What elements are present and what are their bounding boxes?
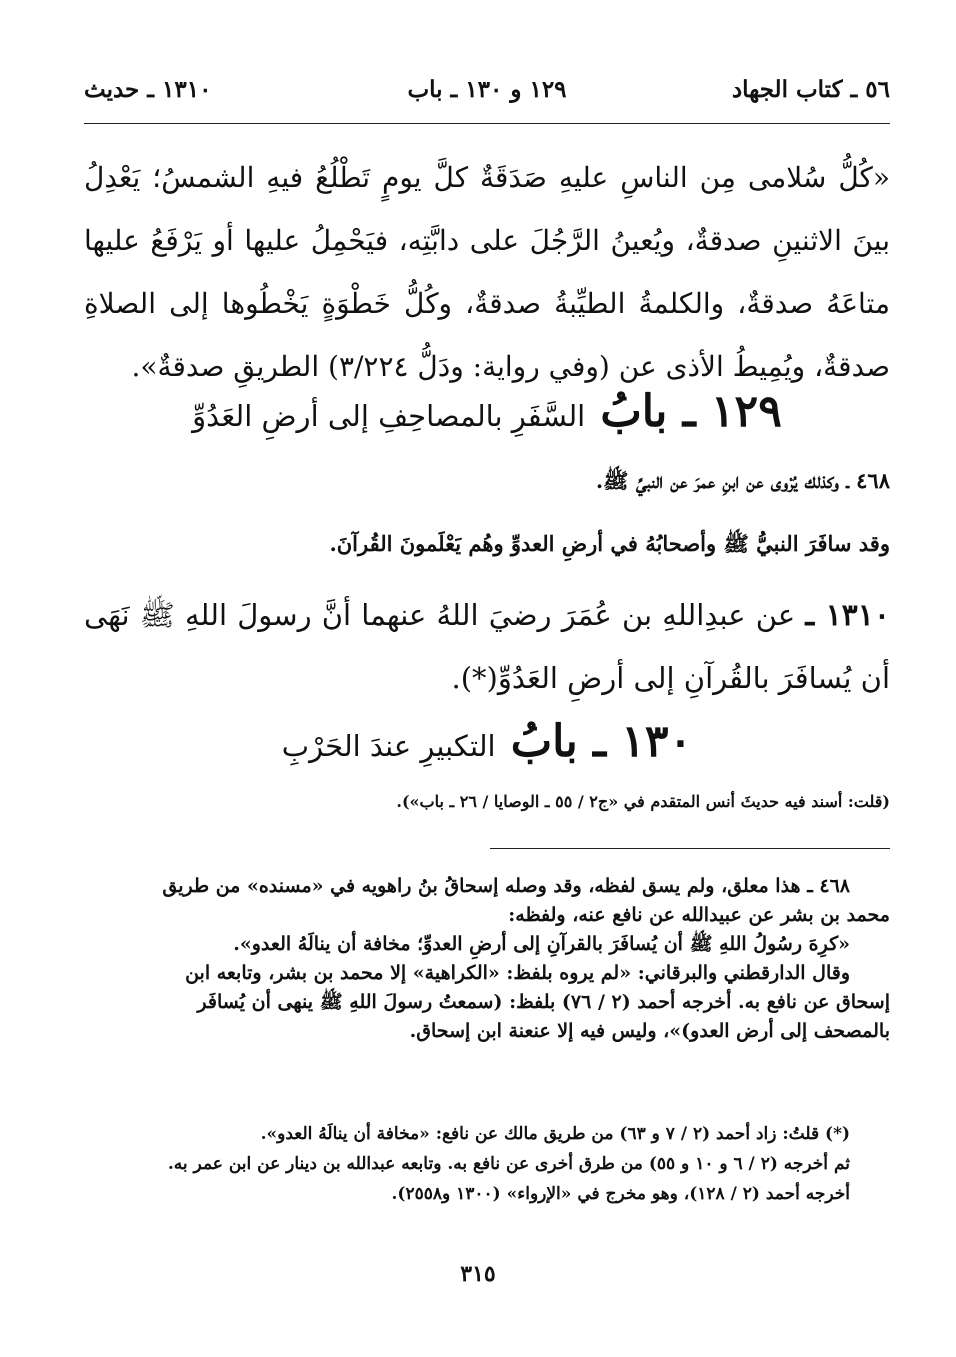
star-note-line: أخرجه أحمد (٢ / ١٢٨)، وهو مخرج في «الإرواء» (١٣٠٠ و٢٥٥٨). [391, 1184, 850, 1204]
hadith-text-1310: عن عبدِاللهِ بن عُمَرَ رضيَ اللهُ عنهما أنَّ رسولَ اللهِ ﷺ نَهَى أن يُسافَرَ بالقُرآنِ إلى أرضِ العَدُوِّ(*). [84, 598, 890, 695]
hadith-number-1310: ١٣١٠ ـ [805, 598, 891, 633]
footnote-line: وقال الدارقطني والبرقاني: «لم يروه بلفظ: «الكراهية» إلا محمد بن بشر، وتابعه ابن [185, 962, 850, 984]
footnote-line: بالمصحف إلى أرض العدو)»، وليس فيه إلا عنعنة ابن إسحاق. [409, 1020, 890, 1042]
header-divider [84, 123, 890, 124]
header-hadith-number: ١٣١٠ ـ حديث [84, 76, 212, 103]
editor-note: (قلت: أسند فيه حديثَ أنس المتقدم في «ج٢ / ٥٥ ـ الوصايا / ٢٦ ـ باب»). [396, 792, 890, 811]
chapter-title-130: التكبيرِ عندَ الحَرْبِ [281, 729, 496, 763]
star-footnotes [84, 1119, 890, 1209]
page-number: ٣١٥ [460, 1261, 496, 1287]
chapter-number-129: ١٢٩ ـ بابُ [600, 386, 782, 437]
star-note-line: ثم أخرجه (٢ / ٦ و ١٠ و ٥٥) من طرق أخرى عن نافع به. وتابعه عبدالله بن دينار عن ابن عمر به. [167, 1154, 850, 1174]
footnote-line: «كرِهَ رسُولُ اللهِ ﷺ أن يُسافَرَ بالقرآنِ إلى أرضِ العدوِّ؛ مخافة أن ينالَهُ العدو». [233, 933, 850, 955]
chapter-heading-130 [84, 712, 890, 772]
footnote-divider [490, 848, 890, 849]
hadith-text: «كُلُّ سُلامى مِن الناسِ عليهِ صَدَقَةٌ كلَّ يومٍ تَطْلُعُ فيهِ الشمسُ؛ يَعْدِلُ بينَ الاثنينِ صدقةٌ، ويُعينُ الرَّجُلَ على دابَّتِه، فيَحْمِلُ عليها أو يَرْفَعُ عليها متاعَهُ صدقةٌ، والكلمةُ الطيِّبةُ صدقةٌ، وكُلُّ خَطْوَةٍ يَخْطُوها إلى الصلاةِ صدقةٌ، ويُمِيطُ الأذى عن (وفي رواية: ودَلُّ ٣/٢٢٤) الطريقِ صدقةٌ». [84, 161, 891, 383]
hadith-1310 [84, 584, 890, 710]
chapter-number-130: ١٣٠ ـ بابُ [510, 716, 693, 767]
footnote-line: إسحاق عن نافع به. أخرجه أحمد (٢ / ٧٦) بلفظ: (سمعتُ رسولَ اللهِ ﷺ ينهى أن يُسافَر [197, 991, 890, 1013]
chapter-title-129: السَّفَرِ بالمصاحِفِ إلى أرضِ العَدُوِّ [192, 399, 586, 433]
chapter-heading-129 [84, 382, 890, 442]
travel-line: وقد سافَرَ النبيُّ ﷺ وأصحابُهُ في أرضِ العدوِّ وهُم يَعْلَمونَ القُرآنَ. [329, 531, 890, 556]
star-note-line: (*) قلتُ: زاد أحمد (٢ / ٧ و ٦٣) من طريق مالك عن نافع: «مخافة أن ينالَهُ العدو». [260, 1124, 850, 1144]
running-header [84, 76, 890, 108]
footnote-468 [84, 872, 890, 1046]
header-book-title: ٥٦ ـ كتاب الجهاد [731, 76, 890, 103]
note-468: ٤٦٨ ـ وكذلك يُرْوى عن ابنِ عمرَ عن النبيِّ ﷺ. [595, 468, 890, 493]
footnote-line: ٤٦٨ ـ هذا معلق، ولم يسق لفظه، وقد وصله إسحاقُ بنُ راهويه في «مسنده» من طريق [162, 875, 850, 897]
header-chapter-range: ١٢٩ و ١٣٠ ـ باب [407, 76, 567, 103]
footnote-line: محمد بن بشر عن عبيدالله عن نافع عنه، ولفظه: [508, 904, 890, 926]
